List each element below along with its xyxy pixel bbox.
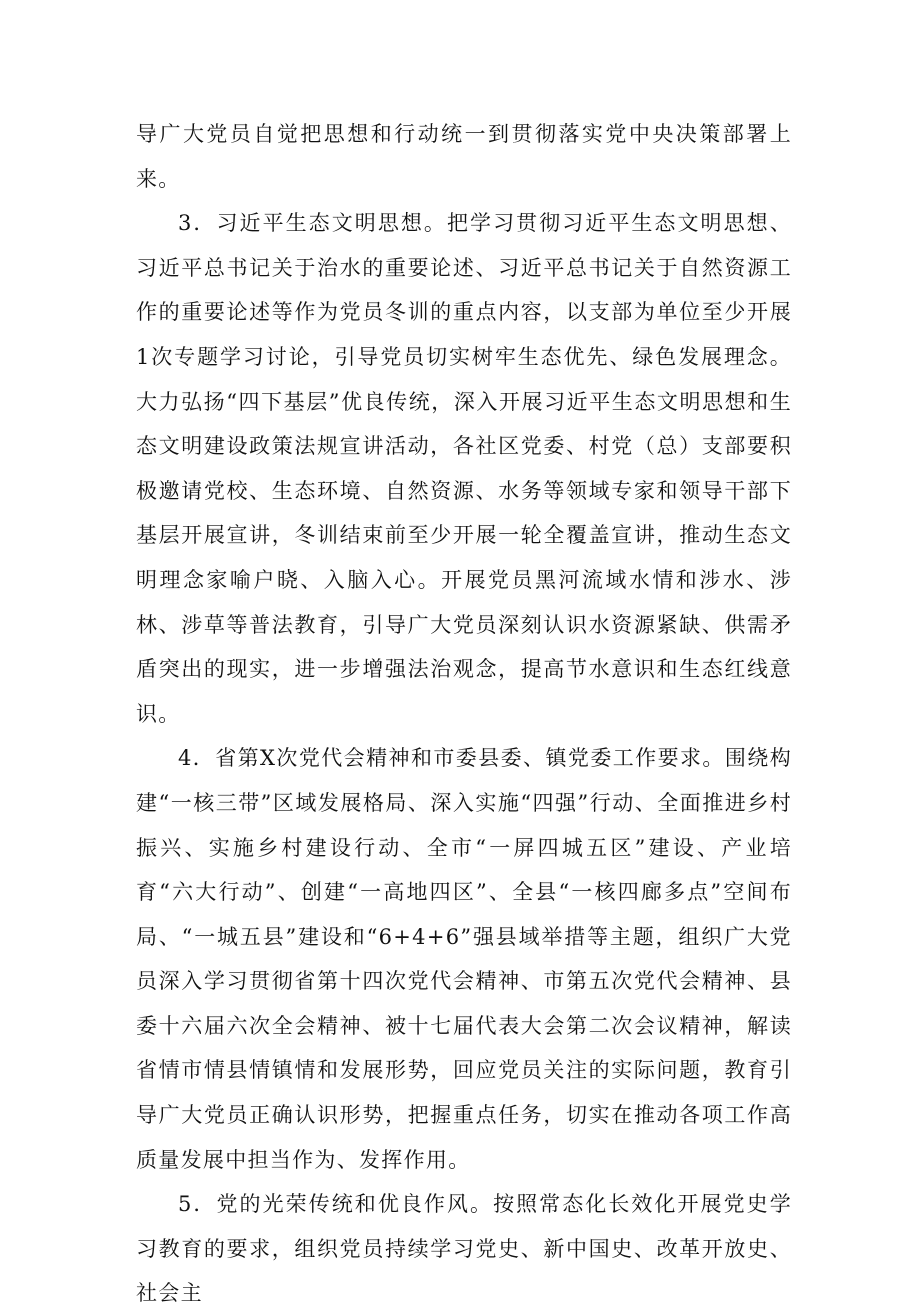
paragraph-item-3: 3．习近平生态文明思想。把学习贯彻习近平生态文明思想、习近平总书记关于治水的重要论述、习近平总书记关于自然资源工作的重要论述等作为党员冬训的重点内容，以支部为单位至少开展1次专题学习讨论，引导党员切实树牢生态优先、绿色发展理念。大力弘扬“四下基层”优良传统，深入开展习近平生态文明思想和生态文明建设政策法规宣讲活动，各社区党委、村党（总）支部要积极邀请党校、生态环境、自然资源、水务等领域专家和领导干部下基层开展宣讲，冬训结束前至少开展一轮全覆盖宣讲，推动生态文明理念家喻户晓、入脑入心。开展党员黑河流域水情和涉水、涉林、涉草等普法教育，引导广大党员深刻认识水资源紧缺、供需矛盾突出的现实，进一步增强法治观念，提高节水意识和生态红线意识。 <box>136 211 792 726</box>
paragraph-continuation: 导广大党员自觉把思想和行动统一到贯彻落实党中央决策部署上来。 <box>136 122 792 191</box>
paragraph-item-4: 4．省第X次党代会精神和市委县委、镇党委工作要求。围绕构建“一核三带”区域发展格局、深入实施“四强”行动、全面推进乡村振兴、实施乡村建设行动、全市“一屏四城五区”建设、产业培育“六大行动”、创建“一高地四区”、全县“一核四廊多点”空间布局、“一城五县”建设和“6+4+6”强县域举措等主题，组织广大党员深入学习贯彻省第十四次党代会精神、市第五次党代会精神、县委十六届六次全会精神、被十七届代表大会第二次会议精神，解读省情市情县情镇情和发展形势，回应党员关注的实际问题，教育引导广大党员正确认识形势，把握重点任务，切实在推动各项工作高质量发展中担当作为、发挥作用。 <box>136 746 792 1172</box>
paragraph-item-5: 5．党的光荣传统和优良作风。按照常态化长效化开展党史学习教育的要求，组织党员持续学习党史、新中国史、改革开放史、社会主 <box>136 1192 792 1306</box>
